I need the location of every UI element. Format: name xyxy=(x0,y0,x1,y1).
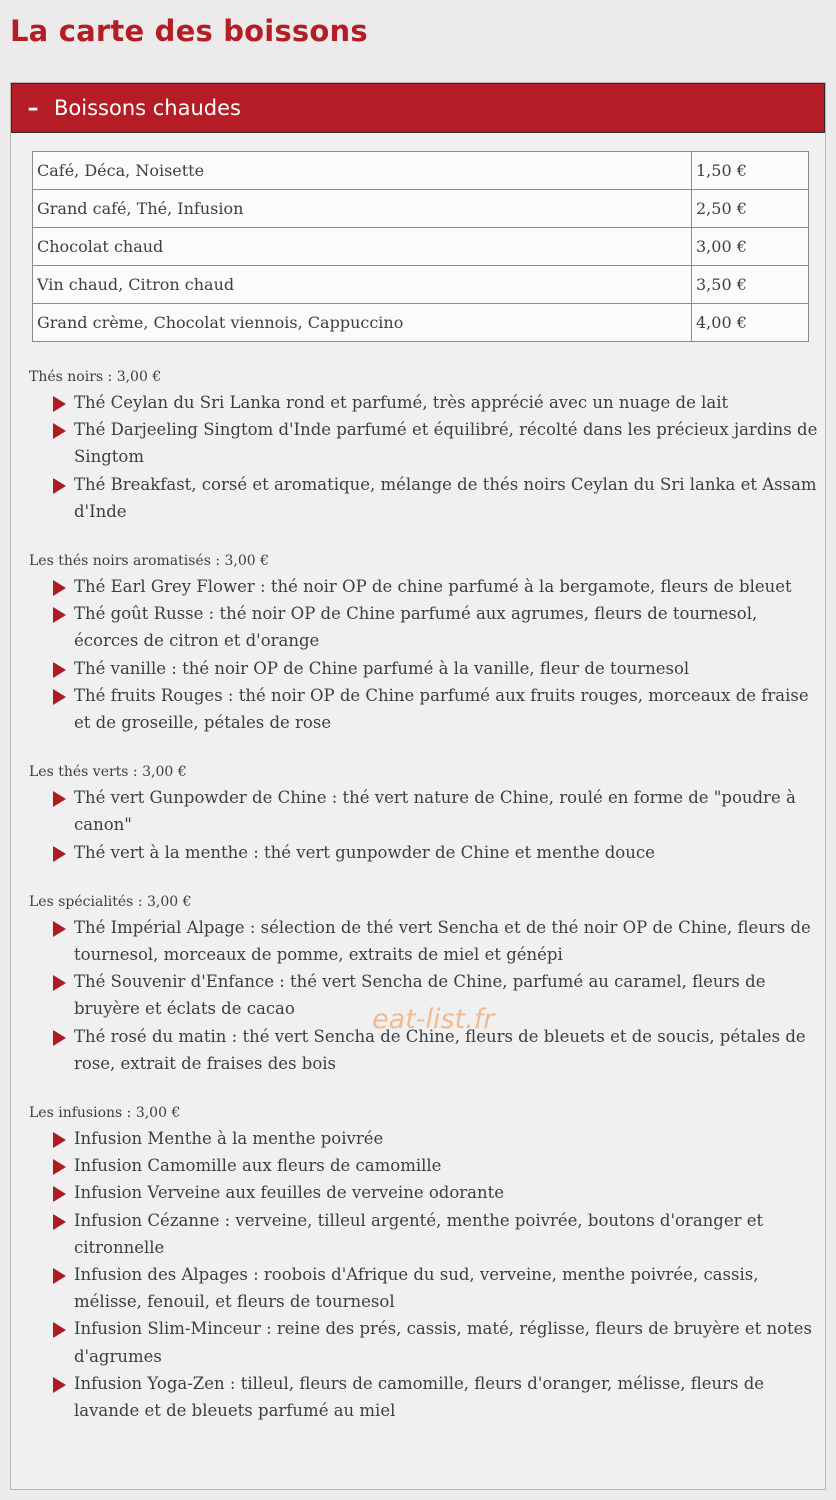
bullet-triangle-icon xyxy=(53,607,66,623)
page-title: La carte des boissons xyxy=(10,14,368,48)
drink-name-cell: Grand café, Thé, Infusion xyxy=(33,190,692,228)
list-item xyxy=(29,1370,819,1424)
section-title: Les spécialités : 3,00 € xyxy=(29,893,192,910)
item-text: Thé Breakfast, corsé et aromatique, mélange de thés noirs Ceylan du Sri lanka et Assam d'Inde xyxy=(74,474,817,521)
list-item xyxy=(29,1261,819,1315)
bullet-triangle-icon xyxy=(53,1159,66,1175)
section-green-teas xyxy=(29,762,819,866)
list-item xyxy=(29,1125,819,1152)
accordion-panel-hot-drinks xyxy=(10,82,826,1490)
list-item xyxy=(29,573,819,600)
item-text: Thé fruits Rouges : thé noir OP de Chine parfumé aux fruits rouges, morceaux de fraise et de groseille, pétales de rose xyxy=(74,685,809,733)
collapse-icon[interactable]: – xyxy=(27,95,39,121)
item-text: Infusion Cézanne : verveine, tilleul argenté, menthe poivrée, boutons d'oranger et citronnelle xyxy=(74,1210,764,1257)
bullet-triangle-icon xyxy=(53,791,66,807)
bullet-triangle-icon xyxy=(53,1377,66,1393)
item-text: Thé vert à la menthe : thé vert gunpowder de Chine et menthe douce xyxy=(74,842,655,862)
price-cell: 2,50 € xyxy=(692,190,809,228)
price-table xyxy=(32,151,809,342)
item-text: Thé Ceylan du Sri Lanka rond et parfumé, très apprécié avec un nuage de lait xyxy=(74,393,729,412)
price-cell: 4,00 € xyxy=(692,304,809,342)
list-item xyxy=(29,655,819,682)
accordion-title: Boissons chaudes xyxy=(54,96,241,120)
list-item xyxy=(29,1207,819,1261)
section-title: Les thés noirs aromatisés : 3,00 € xyxy=(29,553,270,570)
drink-name-cell: Chocolat chaud xyxy=(33,228,692,266)
list-item xyxy=(29,839,819,866)
bullet-triangle-icon xyxy=(53,478,66,494)
list-item xyxy=(29,784,819,838)
list-item xyxy=(29,471,819,525)
item-text: Infusion des Alpages : roobois d'Afrique du sud, verveine, menthe poivrée, cassis, mélisse, fenouil, et fleurs de tournesol xyxy=(74,1265,759,1312)
bullet-triangle-icon xyxy=(53,921,66,937)
item-text: Thé vert Gunpowder de Chine : thé vert nature de Chine, roulé en forme de "poudre à canon" xyxy=(74,788,796,835)
bullet-triangle-icon xyxy=(53,662,66,678)
bullet-triangle-icon xyxy=(53,1186,66,1202)
section-specialties xyxy=(29,892,819,1077)
list-item xyxy=(29,600,819,654)
section-black-teas xyxy=(29,367,819,525)
table-row xyxy=(33,304,809,342)
bullet-triangle-icon xyxy=(53,1268,66,1284)
item-text: Thé Earl Grey Flower : thé noir OP de chine parfumé à la bergamote, fleurs de bleuet xyxy=(74,577,792,597)
section-title: Thés noirs : 3,00 € xyxy=(29,369,162,385)
bullet-triangle-icon xyxy=(53,1030,66,1046)
item-text: Infusion Menthe à la menthe poivrée xyxy=(74,1129,384,1149)
table-row xyxy=(33,152,809,190)
bullet-triangle-icon xyxy=(53,396,66,412)
bullet-triangle-icon xyxy=(53,975,66,991)
table-row xyxy=(33,228,809,266)
list-item xyxy=(29,914,819,968)
bullet-triangle-icon xyxy=(53,689,66,705)
drink-name-cell: Café, Déca, Noisette xyxy=(33,152,692,190)
bullet-triangle-icon xyxy=(53,1322,66,1338)
bullet-triangle-icon xyxy=(53,1132,66,1148)
price-cell: 1,50 € xyxy=(692,152,809,190)
item-text: Thé vanille : thé noir OP de Chine parfumé à la vanille, fleur de tournesol xyxy=(74,658,690,678)
item-text: Infusion Camomille aux fleurs de camomille xyxy=(74,1156,442,1176)
list-item xyxy=(29,389,819,416)
section-title: Les thés verts : 3,00 € xyxy=(29,764,187,781)
item-text: Thé Impérial Alpage : sélection de thé vert Sencha et de thé noir OP de Chine, fleurs de tournesol, morceaux de pomme, extraits de miel et génépi xyxy=(74,917,811,965)
item-text: Thé Souvenir d'Enfance : thé vert Sencha de Chine, parfumé au caramel, fleurs de bruyère et éclats de cacao xyxy=(74,972,766,1019)
bullet-triangle-icon xyxy=(53,1214,66,1230)
section-flavored-black-teas xyxy=(29,551,819,736)
watermark-text: eat-list.fr xyxy=(372,1004,495,1035)
price-cell: 3,50 € xyxy=(692,266,809,304)
list-item xyxy=(29,1152,819,1179)
list-item xyxy=(29,1315,819,1369)
item-text: Infusion Verveine aux feuilles de verveine odorante xyxy=(74,1183,505,1203)
bullet-triangle-icon xyxy=(53,846,66,862)
drink-name-cell: Grand crème, Chocolat viennois, Cappuccino xyxy=(33,304,692,342)
table-row xyxy=(33,190,809,228)
drink-name-cell: Vin chaud, Citron chaud xyxy=(33,266,692,304)
item-text: Thé goût Russe : thé noir OP de Chine parfumé aux agrumes, fleurs de tournesol, écorces de citron et d'orange xyxy=(74,604,758,651)
list-item xyxy=(29,1179,819,1206)
tea-menu-content xyxy=(29,367,819,1450)
list-item xyxy=(29,682,819,736)
price-cell: 3,00 € xyxy=(692,228,809,266)
section-title: Les infusions : 3,00 € xyxy=(29,1105,181,1122)
item-text: Infusion Yoga-Zen : tilleul, fleurs de camomille, fleurs d'oranger, mélisse, fleurs de lavande et de bleuets parfumé au miel xyxy=(74,1373,765,1421)
bullet-triangle-icon xyxy=(53,423,66,439)
section-infusions xyxy=(29,1103,819,1424)
item-text: Thé rosé du matin : thé vert Sencha de Chine, fleurs de bleuets et de soucis, pétales de rose, extrait de fraises des bois xyxy=(74,1026,806,1073)
accordion-header[interactable] xyxy=(11,83,825,133)
bullet-triangle-icon xyxy=(53,580,66,596)
list-item xyxy=(29,416,819,470)
item-text: Thé Darjeeling Singtom d'Inde parfumé et équilibré, récolté dans les précieux jardins de Singtom xyxy=(74,420,818,467)
table-row xyxy=(33,266,809,304)
item-text: Infusion Slim-Minceur : reine des prés, cassis, maté, réglisse, fleurs de bruyère et notes d'agrumes xyxy=(74,1319,812,1366)
